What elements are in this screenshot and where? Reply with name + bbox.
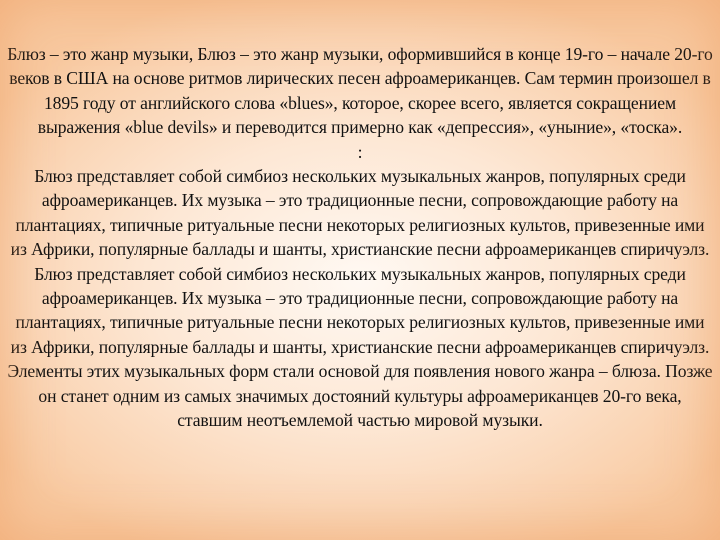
paragraph-intro: Блюз – это жанр музыки, Блюз – это жанр музыки, оформившийся в конце 19-го – начале 20-го веков в США на основе ритмов лирических песен афроамериканцев. Сам термин произошел в 1895 году от английского слова «blues», которое, скорее всего, является сокращением выражения «blue devils» и переводится примерно как «депрессия», «уныние», «тоска». xyxy=(7,44,713,138)
paragraph-main: Блюз представляет собой симбиоз нескольких музыкальных жанров, популярных среди афроамериканцев. Их музыка – это традиционные песни, сопровождающие работу на плантациях, типичные ритуальные песни некоторых религиозных культов, привезенные ими из Африки, популярные баллады и шанты, христианские песни афроамериканцев спиричуэлз. Блюз представляет собой симбиоз нескольких музыкальных жанров, популярных среди афроамериканцев. Их музыка – это традиционные песни, сопровождающие работу на плантациях, типичные ритуальные песни некоторых религиозных культов, привезенные ими из Африки, популярные баллады и шанты, христианские песни афроамериканцев спиричуэлз. Элементы этих музыкальных форм стали основой для появления нового жанра – блюза. Позже он станет одним из самых значимых достояний культуры афроамериканцев 20-го века, ставшим неотъемлемой частью мировой музыки. xyxy=(7,166,713,431)
slide-text-box xyxy=(6,42,714,433)
paragraph-separator: : xyxy=(357,141,363,162)
